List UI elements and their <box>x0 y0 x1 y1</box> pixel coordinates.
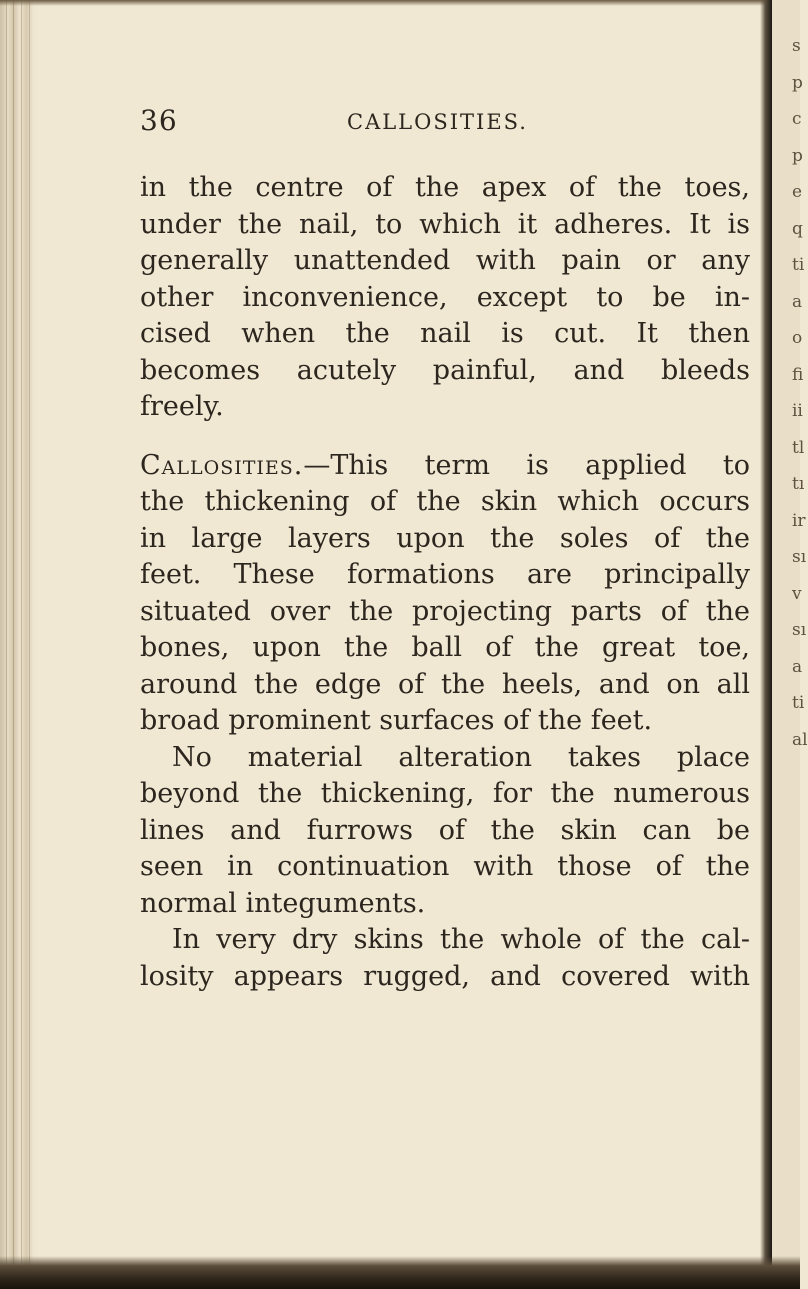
paragraph-alteration <box>140 740 750 923</box>
running-head: CALLOSITIES. <box>347 110 528 134</box>
text-line: generally unattended with pain or any <box>140 245 750 276</box>
text-line: under the nail, to which it adheres. It is <box>140 208 750 240</box>
facing-page-fragment: p <box>792 145 803 166</box>
section-heading: Callosities. <box>140 449 304 481</box>
facing-page-fragment: ir <box>792 510 806 531</box>
body-text <box>140 170 750 995</box>
facing-page-fragment: s <box>792 36 801 56</box>
facing-page-fragment: p <box>792 72 803 93</box>
facing-page-fragment: e <box>792 182 803 202</box>
text-line: feet. These formations are principally <box>140 559 750 590</box>
text-line: other inconvenience, except to be in- <box>140 281 750 313</box>
book-left-edge <box>0 0 40 1289</box>
facing-page-fragment: o <box>792 328 803 348</box>
text-line: situated over the projecting parts of the <box>140 595 750 627</box>
text-line: the thickening of the skin which occurs <box>140 486 750 517</box>
text-line: cised when the nail is cut. It then <box>140 318 750 349</box>
facing-page-fragment: ti <box>792 693 805 713</box>
top-page-edge <box>0 0 800 6</box>
facing-page-fragment: tı <box>792 474 805 494</box>
facing-page <box>772 0 808 1289</box>
text-line: beyond the thickening, for the numerous <box>140 778 750 809</box>
facing-page-fragment: tl <box>792 437 805 458</box>
text-line: freely. <box>140 391 224 422</box>
text-line-rest: —This term is applied to <box>303 449 750 481</box>
text-line: losity appears rugged, and covered with <box>140 960 750 992</box>
facing-page-fragment: fi <box>792 364 804 385</box>
facing-page-fragment: sı <box>792 620 807 640</box>
text-line: broad prominent surfaces of the feet. <box>140 705 653 736</box>
text-line: No material alteration takes place <box>172 741 750 773</box>
facing-page-fragment: ti <box>792 255 805 275</box>
text-line: bones, upon the ball of the great toe, <box>140 632 750 663</box>
facing-page-fragment: a <box>792 291 803 312</box>
text-line: in large layers upon the soles of the <box>140 522 750 554</box>
text-line: around the edge of the heels, and on all <box>140 668 750 700</box>
facing-page-fragment: v <box>792 583 802 604</box>
facing-page-fragment: c <box>792 109 802 129</box>
facing-page-fragment: sı <box>792 547 807 567</box>
paragraph-dry-skins <box>140 922 750 995</box>
page-header <box>140 104 760 144</box>
text-line <box>140 448 750 485</box>
text-line: becomes acutely painful, and bleeds <box>140 354 750 386</box>
bottom-page-edge <box>0 1256 800 1289</box>
text-line: in the centre of the apex of the toes, <box>140 172 750 203</box>
page-number: 36 <box>140 104 178 137</box>
facing-page-fragment: ii <box>792 401 803 421</box>
book-gutter <box>760 0 772 1289</box>
paragraph-callosities <box>140 448 750 740</box>
text-line: seen in continuation with those of the <box>140 851 750 882</box>
facing-page-fragment: al <box>792 729 808 750</box>
facing-page-fragment: q <box>792 218 803 239</box>
facing-page-fragment: a <box>792 656 803 677</box>
text-line: In very dry skins the whole of the cal- <box>172 924 750 955</box>
paragraph-ingrowing <box>140 170 750 426</box>
text-line: lines and furrows of the skin can be <box>140 814 750 846</box>
text-line: normal integuments. <box>140 887 426 919</box>
